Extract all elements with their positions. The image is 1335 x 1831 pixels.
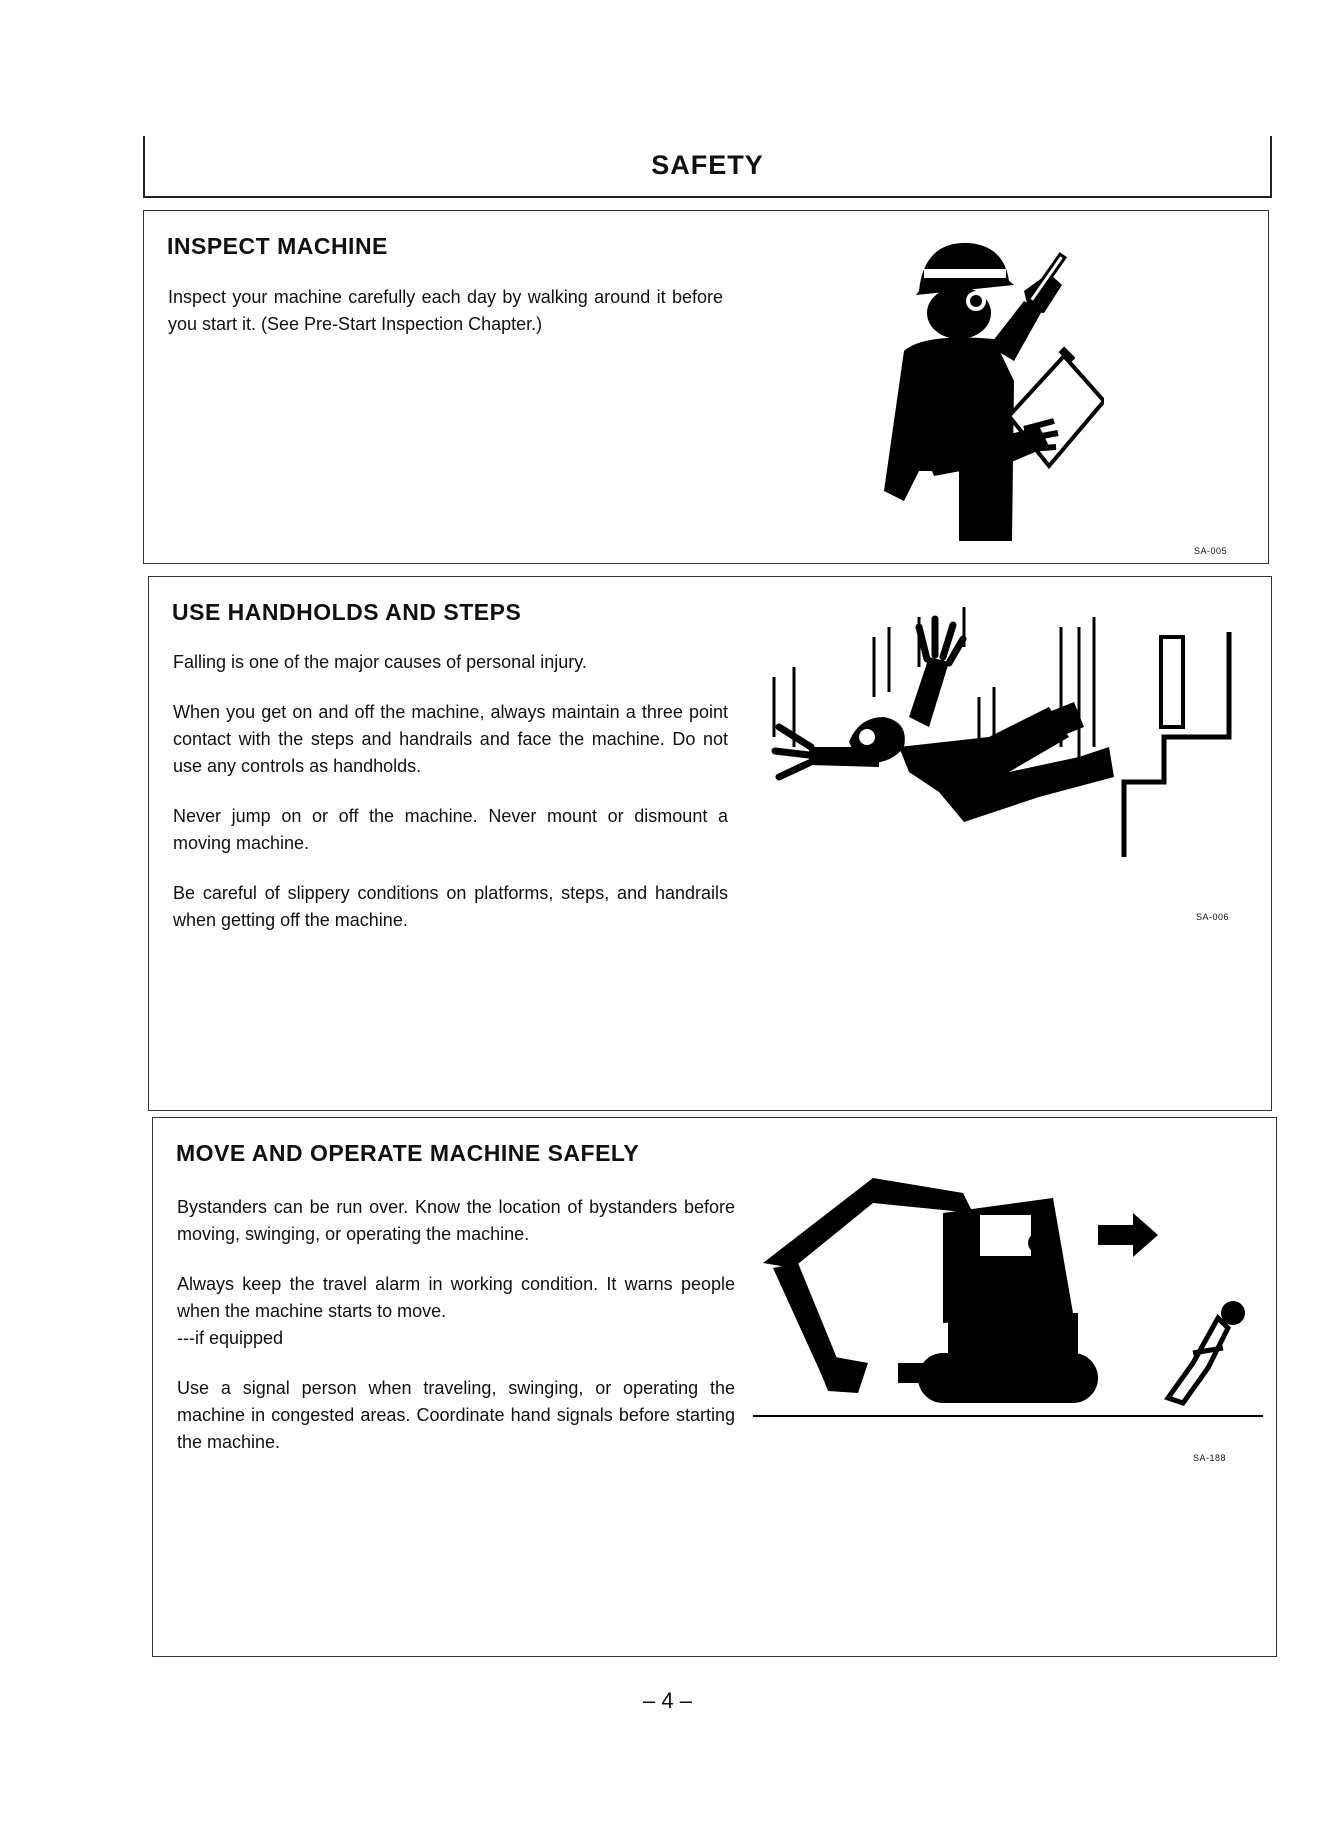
section-body [177, 1194, 735, 1479]
section-inspect-machine [143, 210, 1269, 564]
section-move-and-operate-machine-safely [152, 1117, 1277, 1657]
page-header [143, 136, 1272, 198]
paragraph: Inspect your machine carefully each day by walking around it before you start it. (See Pre-Start Inspection Chapter.) [168, 287, 723, 334]
paragraph: Never jump on or off the machine. Never mount or dismount a moving machine. [173, 806, 728, 853]
figure-code: SA-006 [1196, 912, 1230, 922]
section-body [173, 649, 728, 957]
paragraph: Falling is one of the major causes of personal injury. [173, 652, 587, 672]
page-number: – 4 – [643, 1688, 692, 1713]
paragraph: Bystanders can be run over. Know the location of bystanders before moving, swinging, or operating the machine. [177, 1197, 735, 1244]
falling-worker-illustration [749, 597, 1249, 887]
section-use-handholds-and-steps [148, 576, 1272, 1111]
figure-code: SA-005 [1194, 546, 1228, 556]
section-title: INSPECT MACHINE [167, 233, 388, 259]
paragraph: Be careful of slippery conditions on platforms, steps, and handrails when getting off the machine. [173, 883, 728, 930]
page-title: SAFETY [651, 150, 764, 180]
worker-with-clipboard-illustration [864, 221, 1104, 541]
paragraph: When you get on and off the machine, always maintain a three point contact with the steps and handrails and face the machine. Do not use any controls as handholds. [173, 702, 728, 776]
excavator-and-bystander-illustration [753, 1153, 1263, 1433]
paragraph: Use a signal person when traveling, swinging, or operating the machine in congested areas. Coordinate hand signals before starting the machine. [177, 1378, 735, 1452]
figure-code: SA-188 [1193, 1453, 1227, 1463]
section-title: USE HANDHOLDS AND STEPS [172, 599, 522, 625]
section-body [168, 284, 723, 361]
section-title: MOVE AND OPERATE MACHINE SAFELY [176, 1140, 640, 1166]
paragraph: Always keep the travel alarm in working condition. It warns people when the machine starts to move. ---if equipped [177, 1274, 735, 1348]
